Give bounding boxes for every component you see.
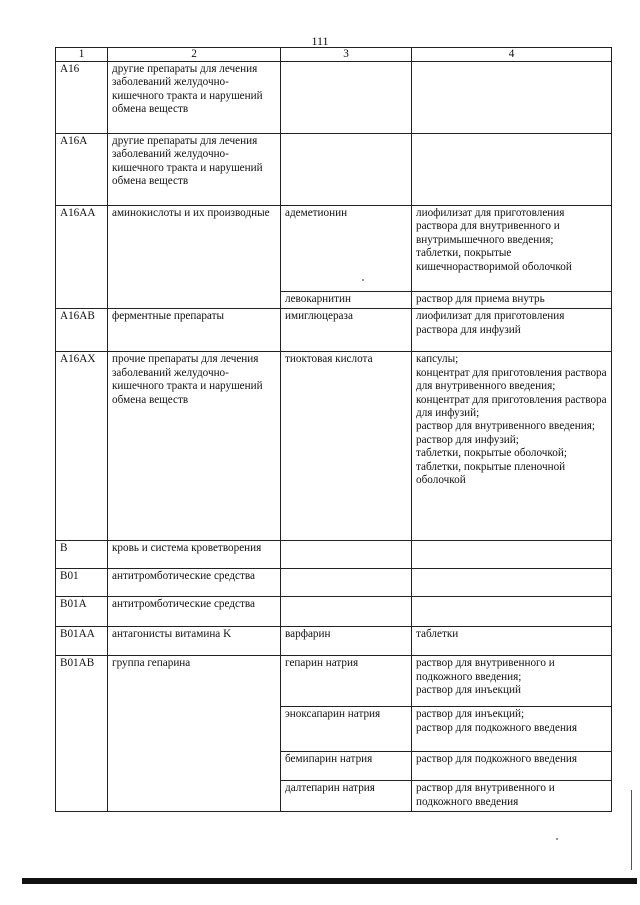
- drug-name: эноксапарин натрия: [281, 707, 412, 752]
- table-row: [56, 656, 612, 707]
- scan-speck: [362, 279, 364, 281]
- dosage-form: таблетки, покрытые кишечнорастворимой оболочкой: [416, 247, 572, 273]
- atc-code: B01AA: [56, 627, 108, 656]
- table-row: [56, 309, 612, 352]
- dosage-forms: [412, 134, 612, 206]
- drug-name: далтепарин натрия: [281, 781, 412, 812]
- atc-code: B01A: [56, 597, 108, 627]
- dosage-forms: [412, 752, 612, 781]
- dosage-form: концентрат для приготовления раствора для внутривенного введения;: [416, 366, 607, 393]
- drug-name: [281, 134, 412, 206]
- dosage-forms: [412, 309, 612, 352]
- dosage-forms: [412, 707, 612, 752]
- dosage-forms: [412, 62, 612, 134]
- drug-name: [281, 569, 412, 597]
- dosage-forms: [412, 627, 612, 656]
- group-name: кровь и система кроветворения: [108, 541, 281, 569]
- group-name: другие препараты для лечения заболеваний желудочно-кишечного тракта и нарушений обмена веществ: [108, 62, 281, 134]
- group-name: аминокислоты и их производные: [108, 206, 281, 309]
- drug-name: [281, 62, 412, 134]
- atc-code: A16AX: [56, 352, 108, 541]
- drug-name: гепарин натрия: [281, 656, 412, 707]
- group-name: антитромботические средства: [108, 597, 281, 627]
- drug-name: [281, 597, 412, 627]
- dosage-forms: [412, 541, 612, 569]
- group-name: антитромботические средства: [108, 569, 281, 597]
- drug-name: имиглюцераза: [281, 309, 412, 352]
- dosage-form: раствор для внутривенного и подкожного введения: [416, 782, 555, 808]
- medication-table: [55, 47, 612, 812]
- drug-name: [281, 541, 412, 569]
- dosage-forms: [412, 292, 612, 309]
- header-row: [56, 48, 612, 62]
- atc-code: A16AB: [56, 309, 108, 352]
- dosage-form: капсулы;: [416, 353, 459, 366]
- dosage-form: раствор для подкожного введения: [416, 721, 578, 734]
- table-row: [56, 597, 612, 627]
- column-header-2: 2: [108, 48, 281, 62]
- table-row: [56, 569, 612, 597]
- dosage-form: раствор для подкожного введения: [416, 753, 578, 766]
- dosage-form: раствор для внутривенного введения;: [416, 420, 595, 433]
- dosage-forms: [412, 656, 612, 707]
- column-header-3: 3: [281, 48, 412, 62]
- page-number: 111: [311, 34, 329, 48]
- table-row: [56, 352, 612, 541]
- dosage-form: раствор для инъекций;: [416, 708, 525, 721]
- table-row: [56, 541, 612, 569]
- bottom-rule: [22, 878, 637, 884]
- dosage-forms: [412, 206, 612, 292]
- group-name: группа гепарина: [108, 656, 281, 812]
- atc-code: A16AA: [56, 206, 108, 309]
- atc-code: B: [56, 541, 108, 569]
- dosage-forms: [412, 352, 612, 541]
- drug-name: тиоктовая кислота: [281, 352, 412, 541]
- drug-name: варфарин: [281, 627, 412, 656]
- scan-edge-line: [631, 790, 632, 870]
- table-row: [56, 62, 612, 134]
- group-name: прочие препараты для лечения заболеваний желудочно-кишечного тракта и нарушений обмена веществ: [108, 352, 281, 541]
- drug-name: бемипарин натрия: [281, 752, 412, 781]
- dosage-form: раствор для внутривенного и подкожного введения;: [416, 657, 555, 683]
- dosage-form: раствор для приема внутрь: [416, 293, 545, 305]
- atc-code: B01AB: [56, 656, 108, 812]
- table-row: [56, 627, 612, 656]
- dosage-form: раствор для инфузий;: [416, 433, 519, 446]
- group-name: ферментные препараты: [108, 309, 281, 352]
- atc-code: A16: [56, 62, 108, 134]
- dosage-form: таблетки, покрытые пленочной оболочкой: [416, 460, 566, 487]
- scan-speck: [556, 838, 558, 840]
- dosage-form: таблетки, покрытые оболочкой;: [416, 447, 567, 460]
- dosage-form: таблетки: [416, 628, 459, 641]
- dosage-form: раствор для инъекций: [416, 684, 521, 697]
- dosage-forms: [412, 597, 612, 627]
- dosage-form: концентрат для приготовления раствора для инфузий;: [416, 393, 607, 420]
- atc-code: B01: [56, 569, 108, 597]
- group-name: другие препараты для лечения заболеваний желудочно-кишечного тракта и нарушений обмена веществ: [108, 134, 281, 206]
- dosage-forms: [412, 781, 612, 812]
- group-name: антагонисты витамина K: [108, 627, 281, 656]
- table-row: [56, 206, 612, 292]
- table-row: [56, 134, 612, 206]
- dosage-form: лиофилизат для приготовления раствора для внутривенного и внутримышечного введения;: [416, 207, 565, 246]
- drug-name: адеметионин: [281, 206, 412, 292]
- dosage-form: лиофилизат для приготовления раствора для инфузий: [416, 310, 565, 336]
- column-header-4: 4: [412, 48, 612, 62]
- column-header-1: 1: [56, 48, 108, 62]
- dosage-forms: [412, 569, 612, 597]
- drug-name: левокарнитин: [281, 292, 412, 309]
- atc-code: A16A: [56, 134, 108, 206]
